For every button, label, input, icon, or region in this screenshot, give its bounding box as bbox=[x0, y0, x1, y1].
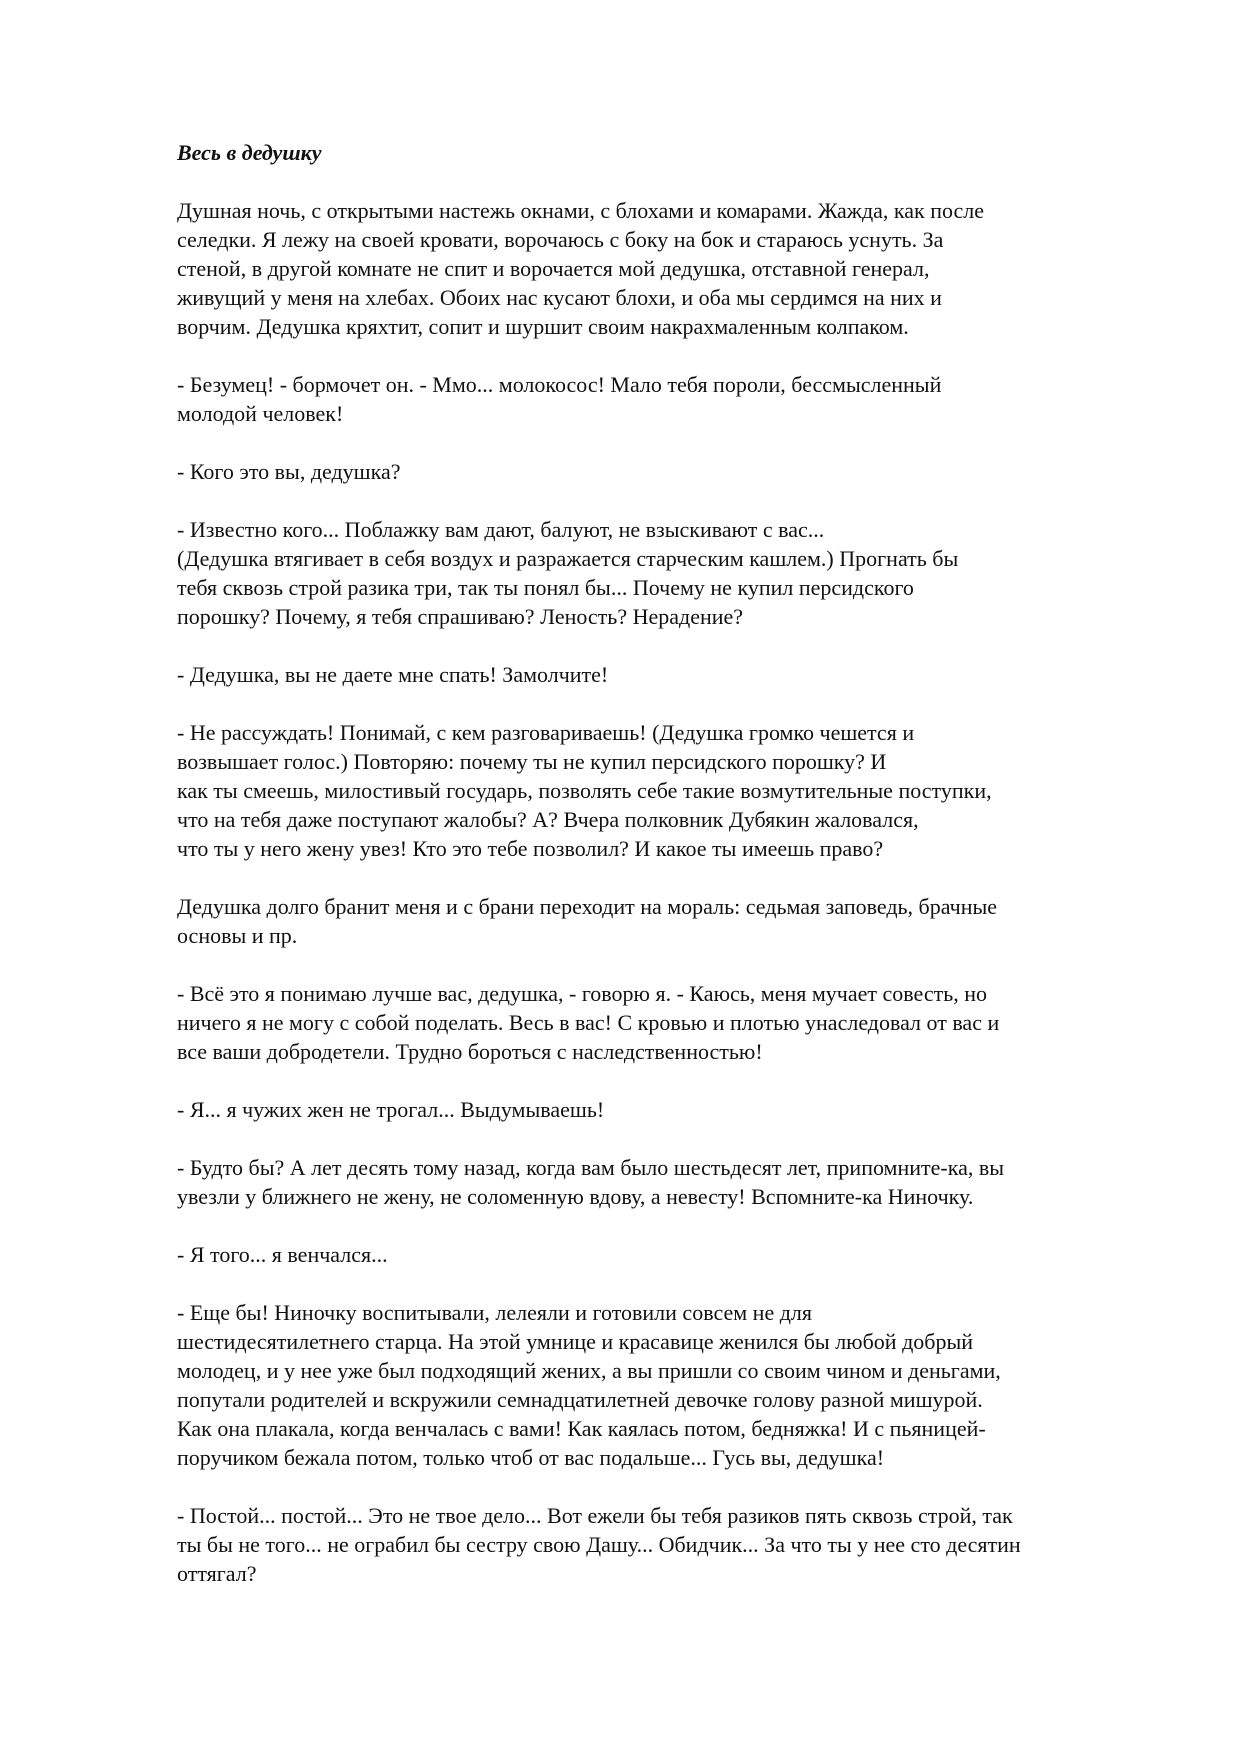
document-title: Весь в дедушку bbox=[177, 140, 322, 165]
text-line: Душная ночь, с открытыми настежь окнами, с блохами и комарами. Жажда, как после bbox=[177, 198, 985, 223]
paragraph bbox=[177, 1240, 1157, 1269]
text-line: селедки. Я лежу на своей кровати, ворочаюсь с боку на бок и стараюсь уснуть. За bbox=[177, 227, 944, 252]
text-line: шестидесятилетнего старца. На этой умнице и красавице женился бы любой добрый bbox=[177, 1329, 974, 1354]
paragraph bbox=[177, 718, 1157, 863]
paragraph bbox=[177, 1298, 1157, 1472]
text-line: - Всё это я понимаю лучше вас, дедушка, - говорю я. - Каюсь, меня мучает совесть, но bbox=[177, 981, 988, 1006]
text-line: ничего я не могу с собой поделать. Весь в вас! С кровью и плотью унаследовал от вас и bbox=[177, 1010, 1000, 1035]
text-line: поручиком бежала потом, только чтоб от вас подальше... Гусь вы, дедушка! bbox=[177, 1445, 885, 1470]
paragraph bbox=[177, 1153, 1157, 1211]
paragraph bbox=[177, 1095, 1157, 1124]
paragraph bbox=[177, 370, 1157, 428]
text-line: попутали родителей и вскружили семнадцатилетней девочке голову разной мишурой. bbox=[177, 1387, 983, 1412]
text-line: молодой человек! bbox=[177, 401, 344, 426]
text-line: - Кого это вы, дедушка? bbox=[177, 459, 401, 484]
text-line: (Дедушка втягивает в себя воздух и разражается старческим кашлем.) Прогнать бы bbox=[177, 546, 959, 571]
paragraph bbox=[177, 196, 1157, 341]
text-line: ворчим. Дедушка кряхтит, сопит и шуршит своим накрахмаленным колпаком. bbox=[177, 314, 909, 339]
text-line: - Известно кого... Поблажку вам дают, балуют, не взыскивают с вас... bbox=[177, 517, 825, 542]
text-line: - Не рассуждать! Понимай, с кем разговариваешь! (Дедушка громко чешется и bbox=[177, 720, 915, 745]
text-line: все ваши добродетели. Трудно бороться с наследственностью! bbox=[177, 1039, 763, 1064]
text-line: оттягал? bbox=[177, 1561, 257, 1586]
text-line: - Дедушка, вы не даете мне спать! Замолчите! bbox=[177, 662, 609, 687]
text-line: - Будто бы? А лет десять тому назад, когда вам было шестьдесят лет, припомните-ка, вы bbox=[177, 1155, 1005, 1180]
text-line: как ты смеешь, милостивый государь, позволять себе такие возмутительные поступки, bbox=[177, 778, 992, 803]
text-line: что на тебя даже поступают жалобы? А? Вчера полковник Дубякин жаловался, bbox=[177, 807, 919, 832]
text-line: - Постой... постой... Это не твое дело... Вот ежели бы тебя разиков пять сквозь строй, так bbox=[177, 1503, 1013, 1528]
paragraph-list bbox=[177, 196, 1157, 1588]
text-line: стеной, в другой комнате не спит и ворочается мой дедушка, отставной генерал, bbox=[177, 256, 930, 281]
document-body bbox=[177, 138, 1157, 1617]
text-line: тебя сквозь строй разика три, так ты понял бы... Почему не купил персидского bbox=[177, 575, 914, 600]
text-line: молодец, и у нее уже был подходящий жених, а вы пришли со своим чином и деньгами, bbox=[177, 1358, 1001, 1383]
text-line: основы и пр. bbox=[177, 923, 298, 948]
paragraph bbox=[177, 515, 1157, 631]
text-line: возвышает голос.) Повторяю: почему ты не купил персидского порошку? И bbox=[177, 749, 887, 774]
text-line: ты бы не того... не ограбил бы сестру свою Дашу... Обидчик... За что ты у нее сто десятин bbox=[177, 1532, 1021, 1557]
text-line: увезли у ближнего не жену, не соломенную вдову, а невесту! Вспомните-ка Ниночку. bbox=[177, 1184, 974, 1209]
text-line: - Я того... я венчался... bbox=[177, 1242, 388, 1267]
paragraph bbox=[177, 660, 1157, 689]
paragraph bbox=[177, 457, 1157, 486]
paragraph bbox=[177, 1501, 1157, 1588]
text-line: - Я... я чужих жен не трогал... Выдумываешь! bbox=[177, 1097, 605, 1122]
text-line: что ты у него жену увез! Кто это тебе позволил? И какое ты имеешь право? bbox=[177, 836, 884, 861]
text-line: порошку? Почему, я тебя спрашиваю? Леность? Нерадение? bbox=[177, 604, 744, 629]
paragraph bbox=[177, 892, 1157, 950]
text-line: Как она плакала, когда венчалась с вами! Как каялась потом, бедняжка! И с пьяницей- bbox=[177, 1416, 986, 1441]
text-line: - Еще бы! Ниночку воспитывали, лелеяли и готовили совсем не для bbox=[177, 1300, 813, 1325]
text-line: Дедушка долго бранит меня и с брани переходит на мораль: седьмая заповедь, брачные bbox=[177, 894, 998, 919]
paragraph bbox=[177, 979, 1157, 1066]
text-line: живущий у меня на хлебах. Обоих нас кусают блохи, и оба мы сердимся на них и bbox=[177, 285, 942, 310]
text-line: - Безумец! - бормочет он. - Ммо... молокосос! Мало тебя пороли, бессмысленный bbox=[177, 372, 942, 397]
